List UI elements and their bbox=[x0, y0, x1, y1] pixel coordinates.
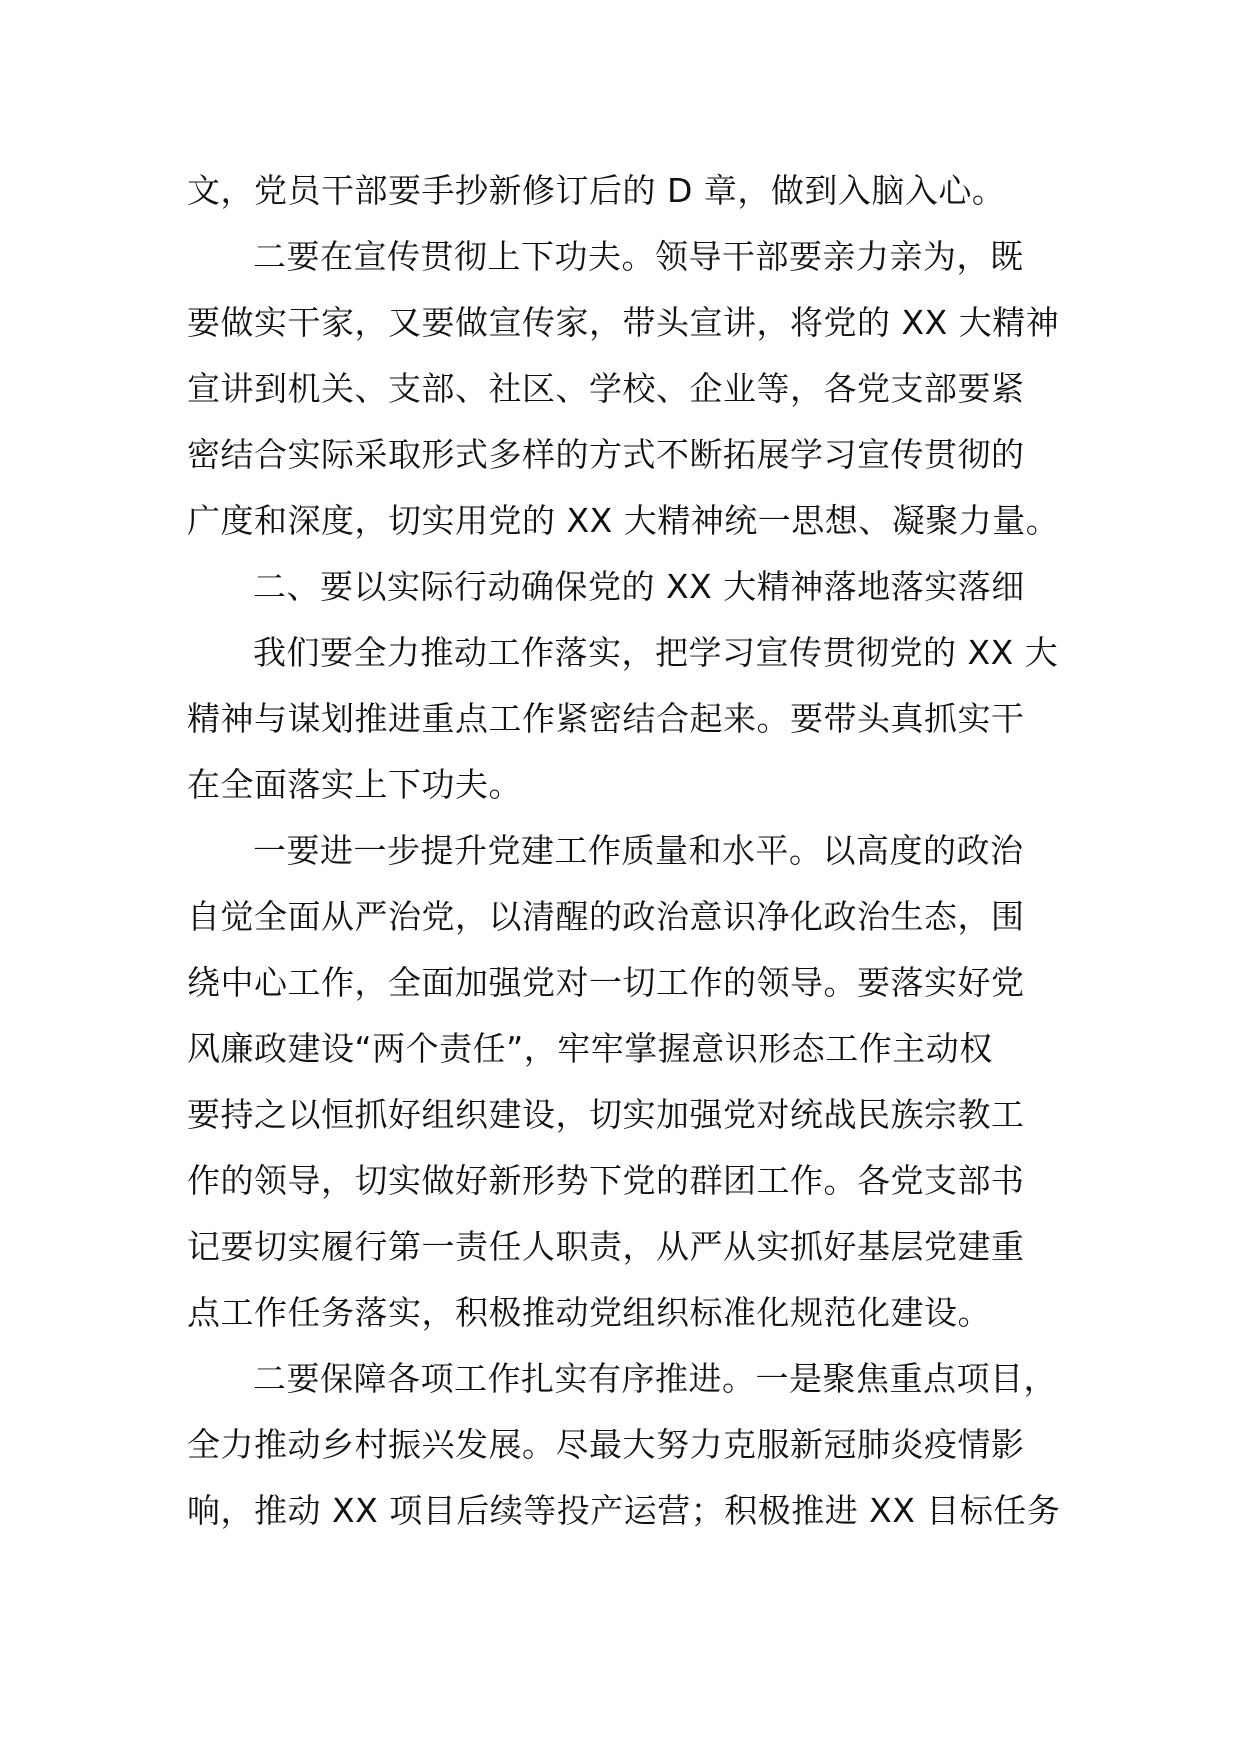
text-line: 密结合实际采取形式多样的方式不断拓展学习宣传贯彻的 bbox=[187, 435, 1025, 474]
document-body bbox=[187, 158, 1067, 1544]
text-line: 在全面落实上下功夫。 bbox=[187, 765, 522, 804]
text-line: 绕中心工作，全面加强党对一切工作的领导。要落实好党 bbox=[187, 963, 1025, 1002]
text-line: 一要进一步提升党建工作质量和水平。以高度的政治 bbox=[253, 831, 1024, 870]
text-line: 响，推动 XX 项目后续等投产运营；积极推进 XX 目标任务 bbox=[187, 1491, 1061, 1530]
text-line: 记要切实履行第一责任人职责，从严从实抓好基层党建重 bbox=[187, 1227, 1025, 1266]
text-line: 自觉全面从严治党，以清醒的政治意识净化政治生态，围 bbox=[187, 897, 1025, 936]
text-line: 精神与谋划推进重点工作紧密结合起来。要带头真抓实干 bbox=[187, 699, 1025, 738]
text-line: 风廉政建设“两个责任”，牢牢掌握意识形态工作主动权 bbox=[187, 1029, 993, 1068]
text-line: 作的领导，切实做好新形势下党的群团工作。各党支部书 bbox=[187, 1161, 1025, 1200]
text-line: 要做实干家，又要做宣传家，带头宣讲，将党的 XX 大精神 bbox=[187, 303, 1060, 342]
text-line: 我们要全力推动工作落实，把学习宣传贯彻党的 XX 大 bbox=[253, 633, 1059, 672]
text-line: 二要保障各项工作扎实有序推进。一是聚焦重点项目， bbox=[253, 1359, 1057, 1398]
text-line: 文，党员干部要手抄新修订后的 D 章，做到入脑入心。 bbox=[187, 171, 1006, 210]
text-line: 广度和深度，切实用党的 XX 大精神统一思想、凝聚力量。 bbox=[187, 501, 1060, 540]
text-line: 要持之以恒抓好组织建设，切实加强党对统战民族宗教工 bbox=[187, 1095, 1025, 1134]
section-heading: 二、要以实际行动确保党的 XX 大精神落地落实落细 bbox=[253, 567, 1025, 606]
text-line: 点工作任务落实，积极推动党组织标准化规范化建设。 bbox=[187, 1293, 991, 1332]
text-line: 宣讲到机关、支部、社区、学校、企业等，各党支部要紧 bbox=[187, 369, 1025, 408]
text-line: 二要在宣传贯彻上下功夫。领导干部要亲力亲为，既 bbox=[253, 237, 1024, 276]
text-line: 全力推动乡村振兴发展。尽最大努力克服新冠肺炎疫情影 bbox=[187, 1425, 1025, 1464]
